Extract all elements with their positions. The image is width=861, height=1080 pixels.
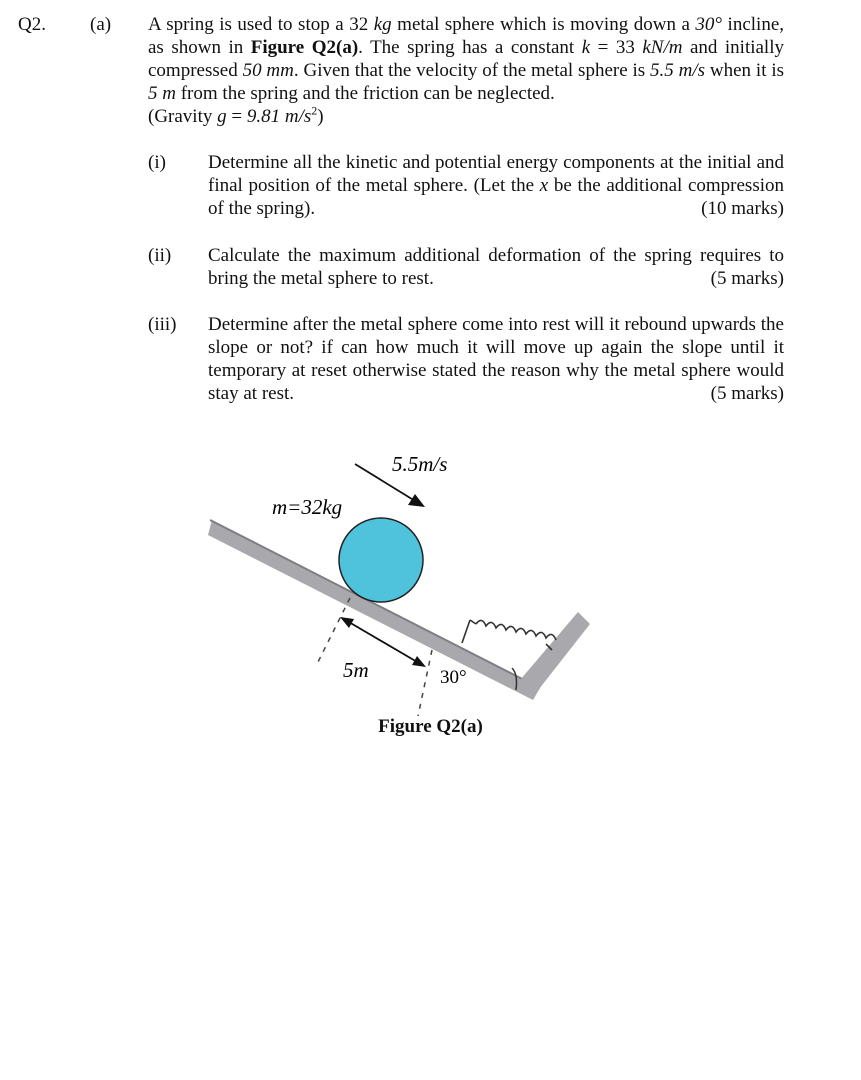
dimension-arrowhead-end (412, 656, 426, 667)
spring (462, 620, 556, 650)
variable-x: x (539, 175, 549, 196)
marks-label: (5 marks) (710, 268, 784, 289)
spring-constant-unit: kN/m (642, 37, 683, 58)
intro-text: incline, as shown in (148, 14, 785, 58)
subpart-text-b: be the additional compression of the spring). (208, 175, 785, 219)
angle-label: 30° (440, 667, 467, 688)
intro-text: when it is (705, 60, 785, 81)
intro-text: . Given that the velocity of the metal sphere is (293, 60, 651, 81)
gravity-value: 9.81 m/s (246, 106, 312, 127)
mass-unit: kg (373, 14, 392, 35)
intro-text: = 33 (590, 37, 643, 58)
intro-text: A spring is used to stop a 32 (148, 14, 374, 35)
gravity-exponent: 2 (311, 103, 318, 118)
subpart-text-content: Calculate the maximum additional deformation of the spring requires to bring the metal sphere to rest. (208, 245, 784, 289)
marks-label: (5 marks) (710, 383, 784, 404)
intro-text: and initially compressed (148, 37, 784, 81)
dimension-arrowhead-start (340, 617, 354, 628)
gravity-text: ) (317, 106, 324, 127)
velocity-value: 5.5 m/s (650, 60, 706, 81)
gravity-text: (Gravity (148, 106, 218, 127)
subpart-text-content: Determine after the metal sphere come into rest will it rebound upwards the slope or not? if can how much it will move up again the slope until it temporary at reset otherwise stated the reason why the metal sphere would stay at rest. (208, 314, 784, 404)
velocity-arrowhead (408, 494, 425, 507)
spring-constant-symbol: k (581, 37, 591, 58)
mass-label: m=32kg (272, 495, 343, 519)
dimension-guide-upper (318, 598, 350, 662)
part-label: (a) (90, 14, 112, 35)
gravity-symbol: g (217, 106, 227, 127)
distance-label: 5m (343, 658, 369, 682)
end-wall (520, 612, 590, 698)
subpart-number: (iii) (148, 314, 177, 335)
velocity-label: 5.5m/s (392, 452, 448, 476)
figure-caption: Figure Q2(a) (378, 716, 483, 737)
distance-value: 5 m (148, 83, 176, 104)
question-number: Q2. (18, 14, 46, 35)
intro-text: metal sphere which is moving down a (391, 14, 696, 35)
gravity-text: = (226, 106, 247, 127)
initial-compression: 50 mm (242, 60, 294, 81)
intro-text: from the spring and the friction can be neglected. (175, 83, 555, 104)
figure-reference: Figure Q2(a) (250, 37, 359, 58)
incline-angle: 30° (695, 14, 723, 35)
marks-label: (10 marks) (701, 198, 784, 219)
subpart-number: (i) (148, 152, 166, 173)
intro-text: . The spring has a constant (358, 37, 582, 58)
subpart-text-a: Determine all the kinetic and potential energy components at the initial and final position of the metal sphere. (Let the (208, 152, 784, 196)
metal-sphere (339, 518, 423, 602)
subpart-number: (ii) (148, 245, 172, 266)
